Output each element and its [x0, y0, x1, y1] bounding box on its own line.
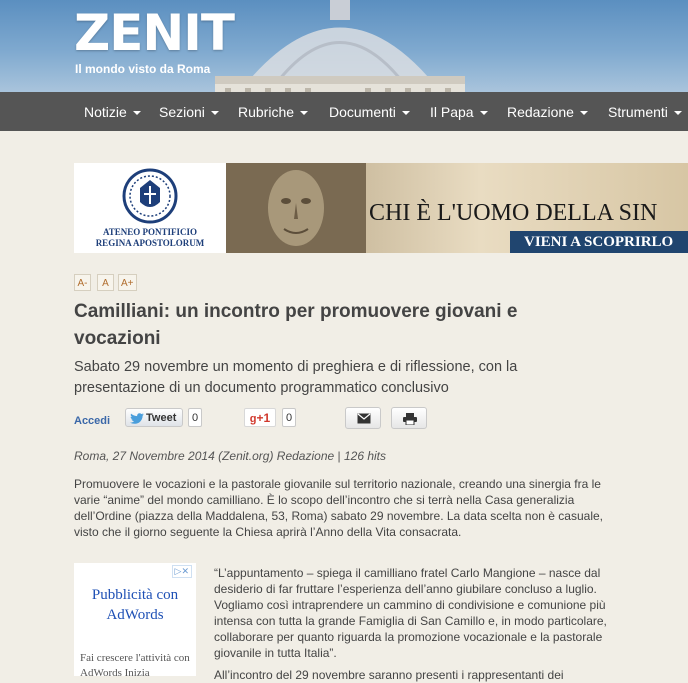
chevron-down-icon	[300, 111, 308, 115]
login-link[interactable]: Accedi	[74, 415, 111, 427]
ad-close-icon[interactable]: ▷✕	[172, 565, 192, 578]
font-increase-button[interactable]: A+	[118, 274, 137, 291]
font-decrease-button[interactable]: A-	[74, 274, 91, 291]
nav-label: Sezioni	[159, 104, 205, 120]
chevron-down-icon	[133, 111, 141, 115]
article-paragraph: All’incontro del 29 novembre saranno presenti i rappresentanti dei	[214, 668, 564, 682]
site-header	[0, 0, 688, 92]
nav-item-il-papa[interactable]	[430, 92, 488, 131]
article-subtitle: Sabato 29 novembre un momento di preghiera e di riflessione, con la presentazione di un documento programmatico conclusivo	[74, 359, 518, 396]
google-plus-g-icon: g	[249, 413, 257, 425]
tweet-label: Tweet	[146, 412, 177, 424]
banner-logo-panel	[74, 163, 226, 253]
main-nav	[0, 92, 688, 131]
adwords-ad[interactable]	[74, 563, 196, 676]
email-button[interactable]	[345, 407, 381, 429]
nav-label: Il Papa	[430, 104, 474, 120]
article-quote: “L’appuntamento – spiega il camilliano fratel Carlo Mangione – nasce dal desiderio di far fruttare l’esperienza dell’anno giubilare concluso a luglio. Vogliamo così intraprendere un cammino di condivisione e comunione più intensa con tutta la grande Famiglia di San Camillo e, in modo particolare, collaborare per quanto riguarda la promozione vocazionale e la pastorale giovanile in tutta Italia”.	[214, 566, 607, 660]
article-title: Camilliani: un incontro per promuovere giovani e vocazioni	[74, 301, 518, 349]
nav-item-sezioni[interactable]	[159, 92, 219, 131]
article-source: (Zenit.org)	[218, 449, 274, 463]
google-plus-button[interactable]	[244, 408, 276, 427]
banner-org-line1: ATENEO PONTIFICIO	[102, 227, 198, 237]
banner-image-panel	[226, 163, 688, 253]
nav-item-documenti[interactable]	[329, 92, 410, 131]
envelope-icon	[357, 413, 371, 424]
nav-label: Strumenti	[608, 104, 668, 120]
chevron-down-icon	[402, 111, 410, 115]
twitter-bird-icon	[130, 413, 144, 424]
article-meta	[74, 449, 386, 463]
ateneo-seal-icon	[122, 168, 178, 224]
font-reset-button[interactable]: A	[97, 274, 114, 291]
nav-label: Notizie	[84, 104, 127, 120]
site-tagline: Il mondo visto da Roma	[75, 62, 211, 76]
chevron-down-icon	[580, 111, 588, 115]
meta-separator: |	[337, 449, 341, 463]
chevron-down-icon	[480, 111, 488, 115]
nav-label: Rubriche	[238, 104, 295, 120]
st-peters-dome-image	[215, 0, 465, 92]
ad-description: Fai crescere l'attività con AdWords Inizia	[80, 652, 190, 676]
nav-label: Documenti	[329, 104, 396, 120]
google-plus-count: 0	[282, 408, 296, 427]
article-author: Redazione	[276, 449, 335, 463]
tweet-button[interactable]	[125, 408, 183, 427]
chevron-down-icon	[211, 111, 219, 115]
banner-headline: CHI È L'UOMO DELLA SIN	[369, 200, 658, 226]
nav-item-strumenti[interactable]	[608, 92, 682, 131]
nav-label: Redazione	[507, 104, 574, 120]
nav-item-notizie[interactable]	[84, 92, 141, 131]
printer-icon	[403, 413, 417, 425]
site-logo[interactable]: ZENIT	[74, 4, 234, 62]
banner-ad[interactable]	[74, 163, 688, 253]
google-plus-label: +1	[256, 411, 271, 425]
banner-cta-button[interactable]: VIENI A SCOPRIRLO	[510, 231, 688, 253]
nav-item-redazione[interactable]	[507, 92, 588, 131]
print-button[interactable]	[391, 407, 427, 429]
article-paragraph: Promuovere le vocazioni e la pastorale giovanile sul territorio nazionale, creando una sinergia fra le varie “anime” del mondo camilliano. È lo scopo dell’incontro che si terrà nella Casa generalizia dell’Ordine (piazza della Maddalena, 53, Roma) sabato 29 novembre. La data scelta non è casuale, visto che il giorno seguente la Chiesa aprirà l’Anno della Vita consacrata.	[74, 477, 603, 539]
shroud-face-image	[226, 163, 366, 253]
ad-title[interactable]: Pubblicità con AdWords	[91, 587, 179, 623]
article-hits: 126 hits	[343, 449, 387, 463]
article-date: Roma, 27 Novembre 2014	[74, 449, 215, 463]
nav-item-rubriche[interactable]	[238, 92, 308, 131]
chevron-down-icon	[674, 111, 682, 115]
tweet-count: 0	[188, 408, 202, 427]
banner-org-line2: REGINA APOSTOLORUM	[95, 238, 205, 248]
